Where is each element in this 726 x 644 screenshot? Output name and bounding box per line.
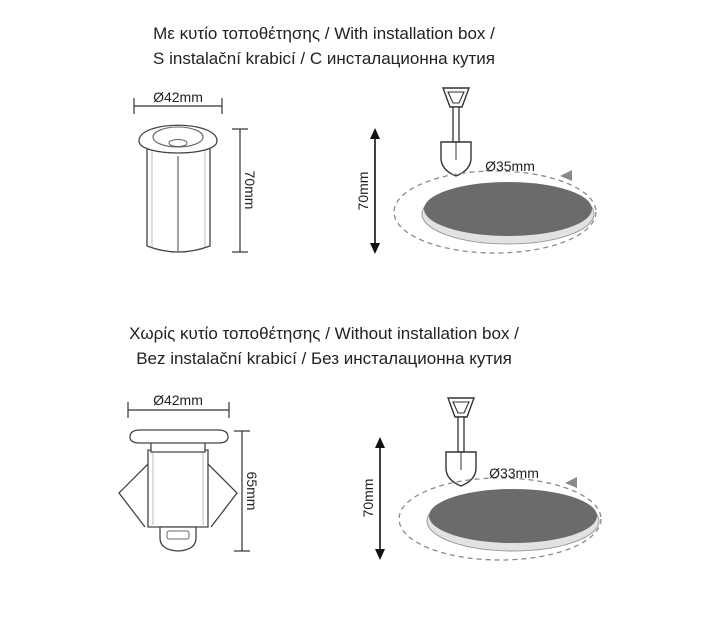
fixture-diameter-label: Ø42mm xyxy=(153,392,203,408)
fixture-diameter-label: Ø42mm xyxy=(153,89,203,105)
fixture-icon xyxy=(139,125,217,252)
fixture-lens xyxy=(169,140,187,147)
spring-clip-right xyxy=(206,462,237,527)
shovel-shaft xyxy=(453,107,459,142)
spring-clip-left xyxy=(119,462,150,527)
hole-depth-dimension xyxy=(360,437,385,560)
section-without-box xyxy=(119,324,601,560)
section-with-box xyxy=(134,24,596,254)
shovel-icon xyxy=(446,398,476,486)
depth-arrow-head-bottom xyxy=(375,549,385,560)
fixture-cable-gland xyxy=(167,531,189,539)
hole-depth-label: 70mm xyxy=(355,171,371,211)
section-title-line1: Με κυτίο τοποθέτησης / With installation box / xyxy=(153,24,495,43)
fixture-height-dimension xyxy=(234,431,260,551)
fixture-body xyxy=(148,450,208,527)
hole-diameter-label: Ø33mm xyxy=(489,465,539,481)
fixture-plate xyxy=(130,430,228,443)
shovel-icon xyxy=(441,88,471,176)
section-title-line1: Χωρίς κυτίο τοποθέτησης / Without installation box / xyxy=(129,324,519,343)
hole-opening xyxy=(424,182,592,236)
fixture-height-dimension xyxy=(232,129,258,252)
hole-opening xyxy=(429,489,597,543)
depth-arrow-head-top xyxy=(370,128,380,139)
hole-depth-label: 70mm xyxy=(360,478,376,518)
fixture-icon xyxy=(119,430,237,551)
section-title-line2: Bez instalační krabicí / Без инсталационна кутия xyxy=(136,349,512,368)
shovel-shaft xyxy=(458,417,464,452)
section-title-line2: S instalační krabicí / С инсталационна кутия xyxy=(153,49,495,68)
fixture-diameter-dimension xyxy=(134,89,222,114)
depth-arrow-head-bottom xyxy=(370,243,380,254)
rotation-arrow-head xyxy=(565,477,577,488)
hole-diameter-label: Ø35mm xyxy=(485,158,535,174)
fixture-height-label: 70mm xyxy=(242,170,258,210)
rotation-arrow-head xyxy=(560,170,572,181)
fixture-height-label: 65mm xyxy=(244,471,260,511)
fixture-diameter-dimension xyxy=(128,392,229,418)
hole-depth-dimension xyxy=(355,128,380,254)
depth-arrow-head-top xyxy=(375,437,385,448)
